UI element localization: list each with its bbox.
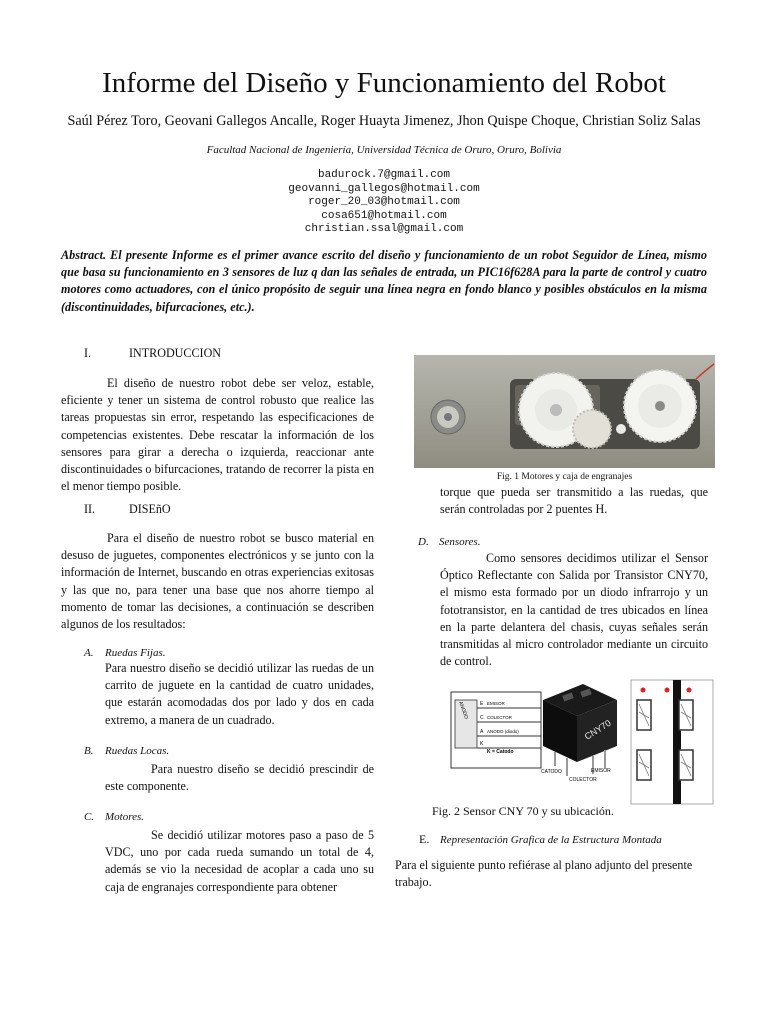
- email-5[interactable]: christian.ssal@gmail.com: [304, 223, 464, 236]
- section-title: INTRODUCCION: [129, 346, 222, 360]
- abstract: [61, 247, 707, 316]
- email-4[interactable]: cosa651@hotmail.com: [321, 209, 447, 222]
- email-list: [0, 169, 768, 237]
- subsection-heading-a: [84, 647, 166, 659]
- abstract-text: . El presente Informe es el primer avance escrito del diseño y funcionamiento de un robot Seguidor de Línea, mismo que basa su funcionamiento en 3 sensores de luz q dan las señales de entrada, un PIC16f628A para la parte de control y cuatro motores como actuadores, con el único propósito de seguir una línea negra en fondo blanco y posibles obstáculos en la misma (discontinuidades, bifurcaciones, etc.).: [61, 248, 707, 314]
- email-2[interactable]: geovanni_gallegos@hotmail.com: [288, 182, 480, 195]
- email-3[interactable]: roger_20_03@hotmail.com: [308, 196, 460, 209]
- section-title: DISEñO: [129, 502, 171, 516]
- side-label: ANODO: [457, 700, 470, 720]
- pin-e: E: [480, 701, 484, 707]
- subsection-heading-c: [84, 811, 144, 823]
- design-paragraph: Para el diseño de nuestro robot se busco material en desuso de juguetes, componentes electrónicos y se junto con la información de Internet, buscando en otras experiencias exitosas y las que no, para tener una base que nos ahorre tiempo al momento de tomar las decisiones, a continuación se describen algunos de los resultados:: [61, 531, 374, 632]
- figure-motors-gearbox-photo: [414, 355, 715, 468]
- subsection-title: Representación Grafica de la Estructura Montada: [440, 834, 662, 846]
- label-emisor: EMISOR: [487, 701, 505, 706]
- subsection-c-continued: torque que pueda ser transmitido a las ruedas, que serán controladas por 2 puentes H.: [440, 485, 708, 517]
- intro-paragraph: El diseño de nuestro robot debe ser veloz, estable, eficiente y tener un sistema de control robusto que realice las tareas propuestas sin error, respetando las especificaciones de competencias existentes. Debe rescatar la información de los sensores para girar a derecha o izquierda, reaccionar ante discontinuidades o bifurcaciones, tratando de recorrer la pista en el menor tiempo posible.: [61, 376, 374, 494]
- label-anodo: ANODO (diodo): [487, 729, 519, 734]
- subsection-title: Ruedas Locas.: [105, 745, 170, 757]
- bottom-emisor: EMISOR: [591, 768, 611, 774]
- subsection-e-text: Para el siguiente punto refiérase al plano adjunto del presente trabajo.: [395, 858, 693, 890]
- subsection-title: Sensores.: [439, 536, 481, 548]
- affiliation: Facultad Nacional de Ingeniería, Universidad Técnica de Oruro, Oruro, Bolivia: [206, 144, 562, 156]
- subsection-c-text: Se decidió utilizar motores paso a paso de 5 VDC, uno por cada rueda sumando un total de 4, además se vio la necesidad de acoplar a cada uno su caja de engranajes correspondiente para obtener: [105, 828, 374, 894]
- pin-k: K: [480, 741, 484, 747]
- figure-1-caption: Fig. 1 Motores y caja de engranajes: [496, 472, 633, 482]
- paper-title: Informe del Diseño y Funcionamiento del Robot: [102, 67, 666, 99]
- subsection-letter: C.: [84, 811, 95, 823]
- bottom-colector: COLECTOR: [569, 777, 597, 783]
- cny70-chip-icon: [541, 684, 617, 783]
- label-catodo: K = Catodo: [487, 749, 514, 755]
- figure-2-caption: Fig. 2 Sensor CNY 70 y su ubicación.: [432, 804, 614, 818]
- subsection-heading-e: [419, 832, 662, 847]
- section-heading-design: [84, 502, 171, 517]
- subsection-letter: D.: [418, 536, 429, 548]
- subsection-d-text: Como sensores decidimos utilizar el Sensor Óptico Reflectante con Salida por Transistor CNY70, el mismo esta formado por un diodo infrarrojo y un fototransistor, en la cantidad de tres ubicados en línea en la parte delantera del chasis, cuyas señales serán transmitidas al micro controlador mediante un circuito de control.: [440, 551, 708, 669]
- subsection-title: Ruedas Fijas.: [105, 647, 166, 659]
- section-number: I.: [84, 346, 92, 360]
- subsection-letter: E.: [419, 832, 430, 846]
- subsection-title: Motores.: [105, 811, 145, 823]
- label-colector: COLECTOR: [487, 715, 512, 720]
- authors: Saúl Pérez Toro, Geovani Gallegos Ancalle, Roger Huayta Jimenez, Jhon Quispe Choque, Christian Soliz Salas: [67, 113, 701, 129]
- section-heading-intro: [84, 346, 221, 361]
- chip-label: CNY70: [582, 717, 613, 742]
- pin-a: A: [480, 729, 484, 735]
- section-number: II.: [84, 502, 96, 516]
- subsection-heading-b: [84, 745, 169, 757]
- subsection-a-text: Para nuestro diseño se decidió utilizar las ruedas de un carrito de juguete en la cantidad de cuatro unidades, que estarán acomodadas dos por lado y dos en cada extremo, a manera de un cuadrado.: [105, 661, 374, 727]
- sensor-schematic: [451, 692, 541, 768]
- email-1[interactable]: badurock.7@gmail.com: [317, 169, 451, 181]
- subsection-letter: A.: [84, 647, 94, 659]
- subsection-heading-d: [418, 536, 480, 548]
- abstract-label: Abstract: [61, 248, 103, 262]
- sensor-placement-diagram: [631, 680, 713, 804]
- motor-icon: [431, 400, 465, 434]
- subsection-letter: B.: [84, 745, 94, 757]
- pin-c: C: [480, 715, 484, 721]
- bottom-catodo: CATODO: [541, 769, 562, 775]
- figure-sensor-cny70: [447, 678, 715, 806]
- subsection-b-text: Para nuestro diseño se decidió prescindir de este componente.: [105, 762, 374, 794]
